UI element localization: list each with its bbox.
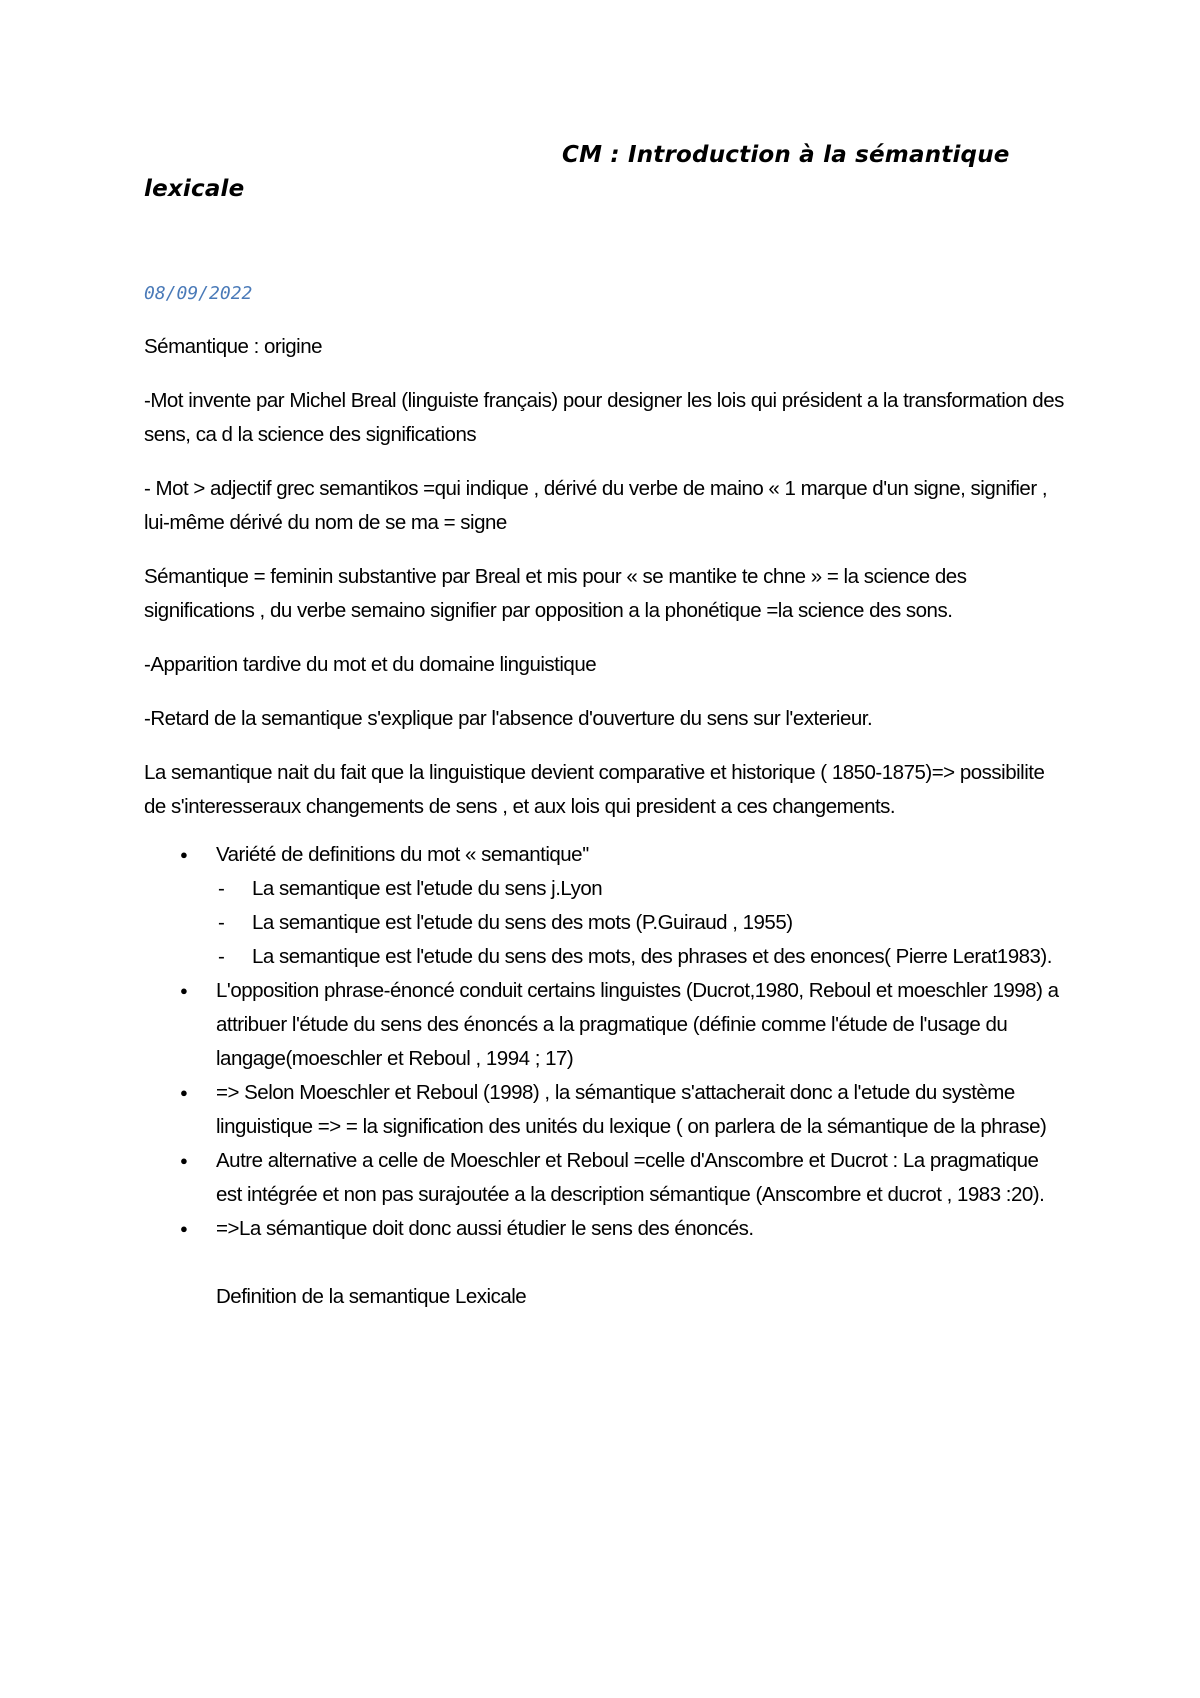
paragraph-etymology: - Mot > adjectif grec semantikos =qui indique , dérivé du verbe de maino « 1 marque d'un signe, signifier , lui-même dérivé du nom de se ma = signe (144, 477, 1048, 534)
list-item (216, 1212, 1064, 1246)
paragraph-delay: -Retard de la semantique s'explique par l'absence d'ouverture du sens sur l'exterieur. (144, 707, 873, 730)
list-item-text: Variété de definitions du mot « semantique'' (216, 843, 589, 866)
list-item-text: => Selon Moeschler et Reboul (1998) , la sémantique s'attacherait donc a l'etude du système linguistique => = la signification des unités du lexique ( on parlera de la sémantique de la phrase) (216, 1081, 1047, 1138)
list-item-text: =>La sémantique doit donc aussi étudier le sens des énoncés. (216, 1217, 754, 1240)
paragraph-comparative: La semantique nait du fait que la linguistique devient comparative et historique ( 1850-1875)=> possibilite de s'interesseraux changements de sens , et aux lois qui president a ces changements. (144, 761, 1045, 818)
dash-item: - La semantique est l'etude du sens j.Lyon (252, 872, 1064, 906)
list-item (216, 974, 1064, 1076)
list-item (216, 1144, 1064, 1212)
list-item (216, 1076, 1064, 1144)
list-item-text: Autre alternative a celle de Moeschler et Reboul =celle d'Anscombre et Ducrot : La pragmatique est intégrée et non pas surajoutée a la description sémantique (Anscombre et ducrot , 1983 :20). (216, 1149, 1045, 1206)
paragraph-feminine-substantive: Sémantique = feminin substantive par Breal et mis pour « se mantike te chne » = la science des significations , du verbe semaino signifier par opposition a la phonétique =la science des sons. (144, 565, 967, 622)
dash-list (216, 872, 1064, 974)
paragraph-origin-heading: Sémantique : origine (144, 335, 323, 358)
document-date: 08/09/2022 (144, 283, 253, 304)
document-body (144, 330, 1064, 1314)
list-item (216, 838, 1064, 974)
paragraph-late-appearance: -Apparition tardive du mot et du domaine linguistique (144, 653, 597, 676)
bullet-list (144, 838, 1064, 1246)
section-subheading: Definition de la semantique Lexicale (216, 1285, 527, 1308)
document-title: CM : Introduction à la sémantique lexicale (144, 142, 1010, 202)
dash-item: - La semantique est l'etude du sens des mots (P.Guiraud , 1955) (252, 906, 1064, 940)
paragraph-breal: -Mot invente par Michel Breal (linguiste français) pour designer les lois qui président a la transformation des sens, ca d la science des significations (144, 389, 1064, 446)
list-item-text: L'opposition phrase-énoncé conduit certains linguistes (Ducrot,1980, Reboul et moeschler 1998) a attribuer l'étude du sens des énoncés a la pragmatique (définie comme l'étude de l'usage du langage(moeschler et Reboul , 1994 ; 17) (216, 979, 1059, 1070)
dash-item: - La semantique est l'etude du sens des mots, des phrases et des enonces( Pierre Lerat1983). (252, 940, 1064, 974)
